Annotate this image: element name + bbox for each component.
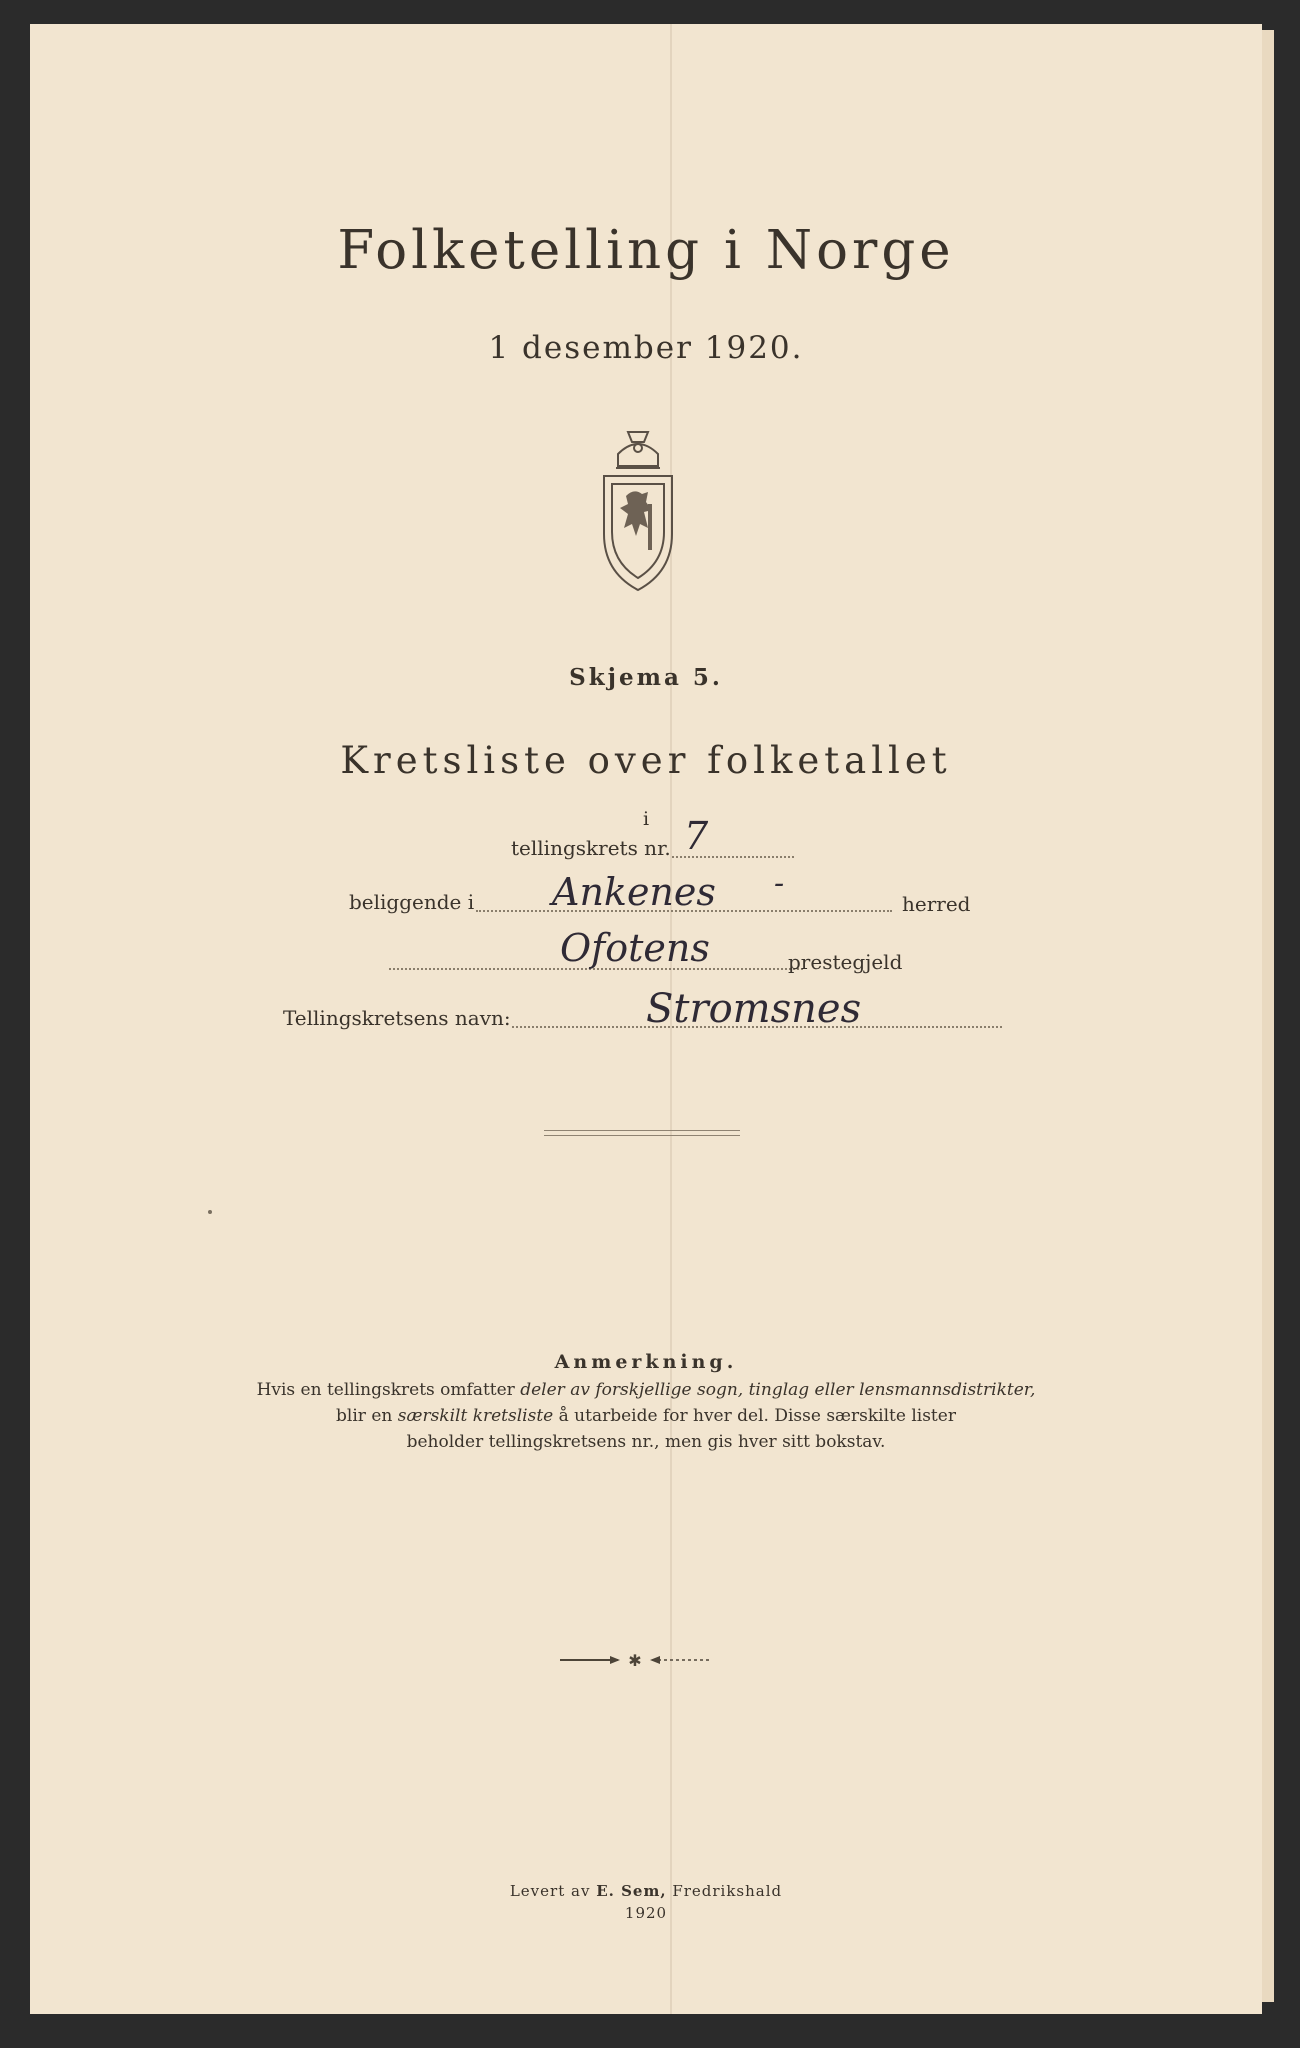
prestegjeld-label: prestegjeld (788, 950, 903, 974)
printer-city: Fredrikshald (666, 1882, 783, 1900)
document-title: Folketelling i Norge (337, 220, 955, 281)
paper-speck (208, 1210, 212, 1214)
note-line-2-italic: særskilt kretsliste (397, 1406, 554, 1426)
prestegjeld-value: Ofotens (560, 926, 710, 970)
printer-credit (30, 1882, 1262, 1900)
beliggende-value: Ankenes (552, 870, 716, 914)
form-heading: Kretsliste over folketallet (340, 739, 952, 782)
navn-label: Tellingskretsens navn: (283, 1006, 511, 1030)
beliggende-label: beliggende i (349, 890, 475, 914)
tellingskrets-value: 7 (684, 814, 709, 858)
schema-number: Skjema 5. (569, 664, 723, 691)
printer-year: 1920 (624, 1904, 668, 1922)
ornament-divider-icon (560, 1650, 710, 1670)
printer-prefix: Levert av (509, 1882, 597, 1900)
herred-label: herred (902, 892, 971, 916)
note-line-1-italic: deler av forskjellige sogn, tinglag eller lensmannsdistrikter, (520, 1380, 1036, 1400)
connector-word: i (642, 808, 650, 830)
census-form-page (30, 24, 1262, 2014)
norwegian-coat-of-arms-icon (590, 424, 686, 594)
svg-text:✱: ✱ (628, 1651, 642, 1670)
note-line-3: beholder tellingskretsens nr., men gis hver sitt bokstav. (406, 1432, 886, 1452)
document-date: 1 desember 1920. (488, 330, 804, 366)
beliggende-dash: - (774, 866, 785, 901)
note-line-2 (30, 1406, 1262, 1426)
note-title: Anmerkning. (554, 1351, 738, 1373)
note-line-2-rest: å utarbeide for hver del. Disse særskilte lister (553, 1406, 956, 1426)
section-divider (544, 1130, 740, 1136)
note-line-1 (30, 1380, 1262, 1400)
navn-value: Stromsnes (646, 986, 862, 1032)
tellingskrets-label: tellingskrets nr. (511, 836, 671, 860)
note-line-1-text: Hvis en tellingskrets omfatter (256, 1380, 521, 1400)
printer-name: E. Sem, (596, 1882, 667, 1900)
note-line-2-text: blir en (336, 1406, 398, 1426)
